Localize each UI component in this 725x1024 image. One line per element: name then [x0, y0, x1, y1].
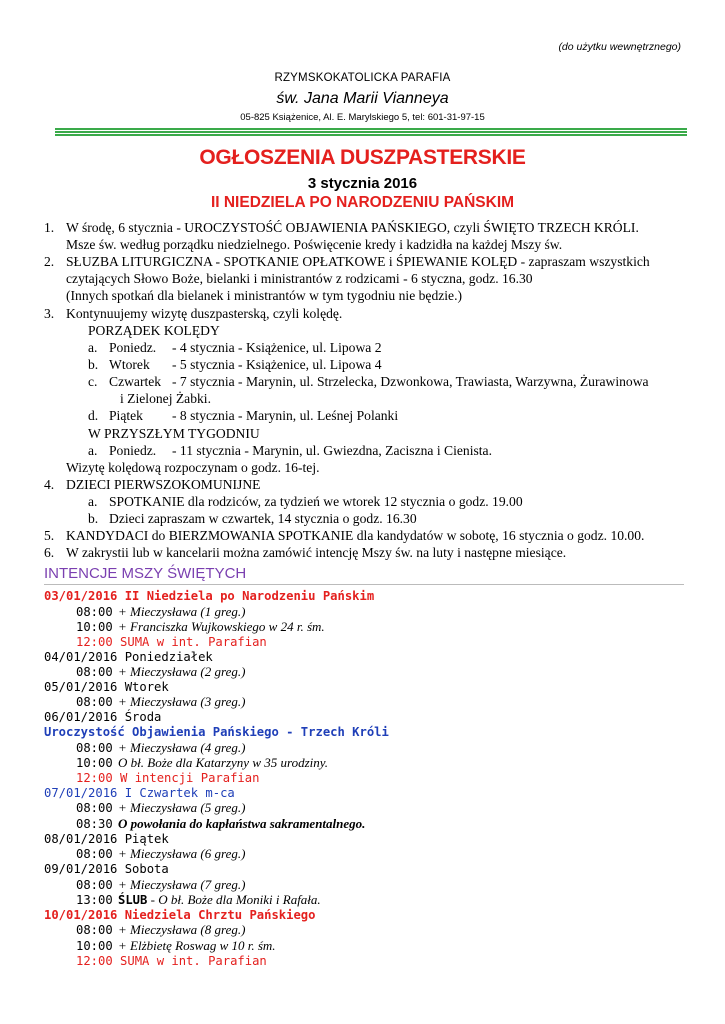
wedding-intention	[118, 892, 321, 908]
mass-intention: + Mieczysława (8 greg.)	[118, 922, 246, 937]
mass-intention: + Mieczysława (7 greg.)	[118, 877, 246, 892]
visit-details: - 7 stycznia - Marynin, ul. Strzelecka, Dzwonkowa, Trawiasta, Warzywna, Żurawinowa	[172, 374, 649, 389]
mass-time: 08:00	[76, 665, 113, 679]
visit-details-continued: i Zielonej Żabki.	[120, 391, 211, 406]
sub-letter: a.	[88, 340, 98, 355]
item-number: 5.	[44, 528, 55, 543]
parish-name: RZYMSKOKATOLICKA PARAFIA	[274, 72, 451, 84]
visit-details: - 8 stycznia - Marynin, ul. Leśnej Polanki	[172, 408, 399, 423]
sub-letter: b.	[88, 511, 99, 526]
visit-details: - 4 stycznia - Książenice, ul. Lipowa 2	[172, 340, 382, 355]
visit-details: - 5 stycznia - Książenice, ul. Lipowa 4	[172, 357, 382, 372]
mass-intention: + Elżbietę Roswag w 10 r. śm.	[118, 938, 276, 953]
parish-patron: św. Jana Marii Vianneya	[276, 90, 449, 107]
day-header: 03/01/2016 II Niedziela po Narodzeniu Pańskim	[44, 589, 375, 603]
mass-intention: O powołania do kapłaństwa sakramentalnego.	[118, 816, 366, 831]
visit-day: Piątek	[109, 408, 143, 423]
mass-time: 08:00	[76, 801, 113, 815]
announcement-line: Msze św. według porządku niedzielnego. Poświęcenie kredy i kadzidła na każdej Mszy św.	[66, 237, 563, 252]
mass-time: 13:00	[76, 893, 113, 907]
announcement-line: W środę, 6 stycznia - UROCZYSTOŚĆ OBJAWIENIA PAŃSKIEGO, czyli ŚWIĘTO TRZECH KRÓLI.	[66, 220, 639, 235]
announcement-line: Kontynuujemy wizytę duszpasterską, czyli kolędę.	[66, 306, 343, 321]
mass-intention: + Mieczysława (2 greg.)	[118, 664, 246, 679]
item-number: 3.	[44, 306, 55, 321]
visit-day: Poniedz.	[109, 340, 157, 355]
day-header: 10/01/2016 Niedziela Chrztu Pańskiego	[44, 908, 316, 922]
parish-address: 05-825 Książenice, Al. E. Marylskiego 5, tel: 601-31-97-15	[240, 112, 485, 123]
sub-letter: a.	[88, 443, 98, 458]
mass-time: 10:00	[76, 939, 113, 953]
subheading: PORZĄDEK KOLĘDY	[88, 323, 220, 338]
item-number: 6.	[44, 545, 55, 560]
mass-intention: + Mieczysława (5 greg.)	[118, 800, 246, 815]
mass-time: 10:00	[76, 756, 113, 770]
announcement-line: (Innych spotkań dla bielanek i ministrantów w tym tygodniu nie będzie.)	[66, 288, 463, 303]
mass-intention-highlight: 12:00 W intencji Parafian	[76, 771, 260, 785]
mass-intention: + Franciszka Wujkowskiego w 24 r. śm.	[118, 619, 325, 634]
sub-letter: c.	[88, 374, 98, 389]
sub-letter: a.	[88, 494, 98, 509]
mass-time: 08:00	[76, 695, 113, 709]
mass-time: 08:00	[76, 741, 113, 755]
item-number: 2.	[44, 254, 55, 269]
visit-day: Poniedz.	[109, 443, 157, 458]
mass-intention: + Mieczysława (4 greg.)	[118, 740, 246, 755]
announcement-line: czytających Słowo Boże, bielanki i ministrantów z rodzicami - 6 styczna, godz. 16.30	[66, 271, 533, 286]
header-divider	[55, 128, 687, 137]
intentions-divider	[44, 584, 684, 585]
mass-time: 08:00	[76, 923, 113, 937]
mass-time: 10:00	[76, 620, 113, 634]
page-title: OGŁOSZENIA DUSZPASTERSKIE	[199, 146, 526, 169]
mass-intention: - O bł. Boże dla Moniki i Rafała.	[147, 892, 321, 907]
item-number: 1.	[44, 220, 55, 235]
announcement-line: DZIECI PIERWSZOKOMUNIJNE	[66, 477, 261, 492]
day-header: 08/01/2016 Piątek	[44, 832, 169, 846]
announcement-line: W zakrystii lub w kancelarii można zamówić intencję Mszy św. na luty i następne miesiące.	[66, 545, 567, 560]
visit-details: - 11 stycznia - Marynin, ul. Gwiezdna, Zaciszna i Cienista.	[172, 443, 492, 458]
day-header: 07/01/2016 I Czwartek m-ca	[44, 786, 235, 800]
liturgical-day: II NIEDZIELA PO NARODZENIU PAŃSKIM	[210, 194, 515, 211]
mass-time: 08:30	[76, 817, 113, 831]
day-header: 04/01/2016 Poniedziałek	[44, 650, 213, 664]
visit-day: Czwartek	[109, 374, 162, 389]
feast-header: Uroczystość Objawienia Pańskiego - Trzech Króli	[44, 725, 389, 739]
intentions-heading: INTENCJE MSZY ŚWIĘTYCH	[44, 565, 247, 582]
mass-time: 08:00	[76, 878, 113, 892]
sub-letter: d.	[88, 408, 99, 423]
day-header: 05/01/2016 Wtorek	[44, 680, 169, 694]
announcement-line: Wizytę kolędową rozpoczynam o godz. 16-tej.	[66, 460, 320, 475]
internal-use-note: (do użytku wewnętrznego)	[558, 41, 681, 53]
day-header: 06/01/2016 Środa	[44, 710, 162, 724]
mass-time: 08:00	[76, 847, 113, 861]
mass-intention: O bł. Boże dla Katarzyny w 35 urodziny.	[118, 755, 329, 770]
day-header: 09/01/2016 Sobota	[44, 862, 169, 876]
mass-intention: + Mieczysława (1 greg.)	[118, 604, 246, 619]
mass-time: 08:00	[76, 605, 113, 619]
announcement-line: SPOTKANIE dla rodziców, za tydzień we wtorek 12 stycznia o godz. 19.00	[109, 494, 523, 509]
announcement-line: SŁUZBA LITURGICZNA - SPOTKANIE OPŁATKOWE i ŚPIEWANIE KOLĘD - zapraszam wszystkich	[66, 254, 650, 269]
visit-day: Wtorek	[109, 357, 150, 372]
mass-intention: + Mieczysława (3 greg.)	[118, 694, 246, 709]
announcement-line: Dzieci zapraszam w czwartek, 14 stycznia o godz. 16.30	[109, 511, 417, 526]
item-number: 4.	[44, 477, 55, 492]
mass-intention-highlight: 12:00 SUMA w int. Parafian	[76, 635, 267, 649]
announcement-line: KANDYDACI do BIERZMOWANIA SPOTKANIE dla kandydatów w sobotę, 16 stycznia o godz. 10.00.	[66, 528, 645, 543]
wedding-label: ŚLUB	[118, 893, 148, 907]
subheading: W PRZYSZŁYM TYGODNIU	[88, 426, 260, 441]
sub-letter: b.	[88, 357, 99, 372]
mass-intention-highlight: 12:00 SUMA w int. Parafian	[76, 954, 267, 968]
announcement-date: 3 stycznia 2016	[307, 175, 418, 192]
mass-intention: + Mieczysława (6 greg.)	[118, 846, 246, 861]
